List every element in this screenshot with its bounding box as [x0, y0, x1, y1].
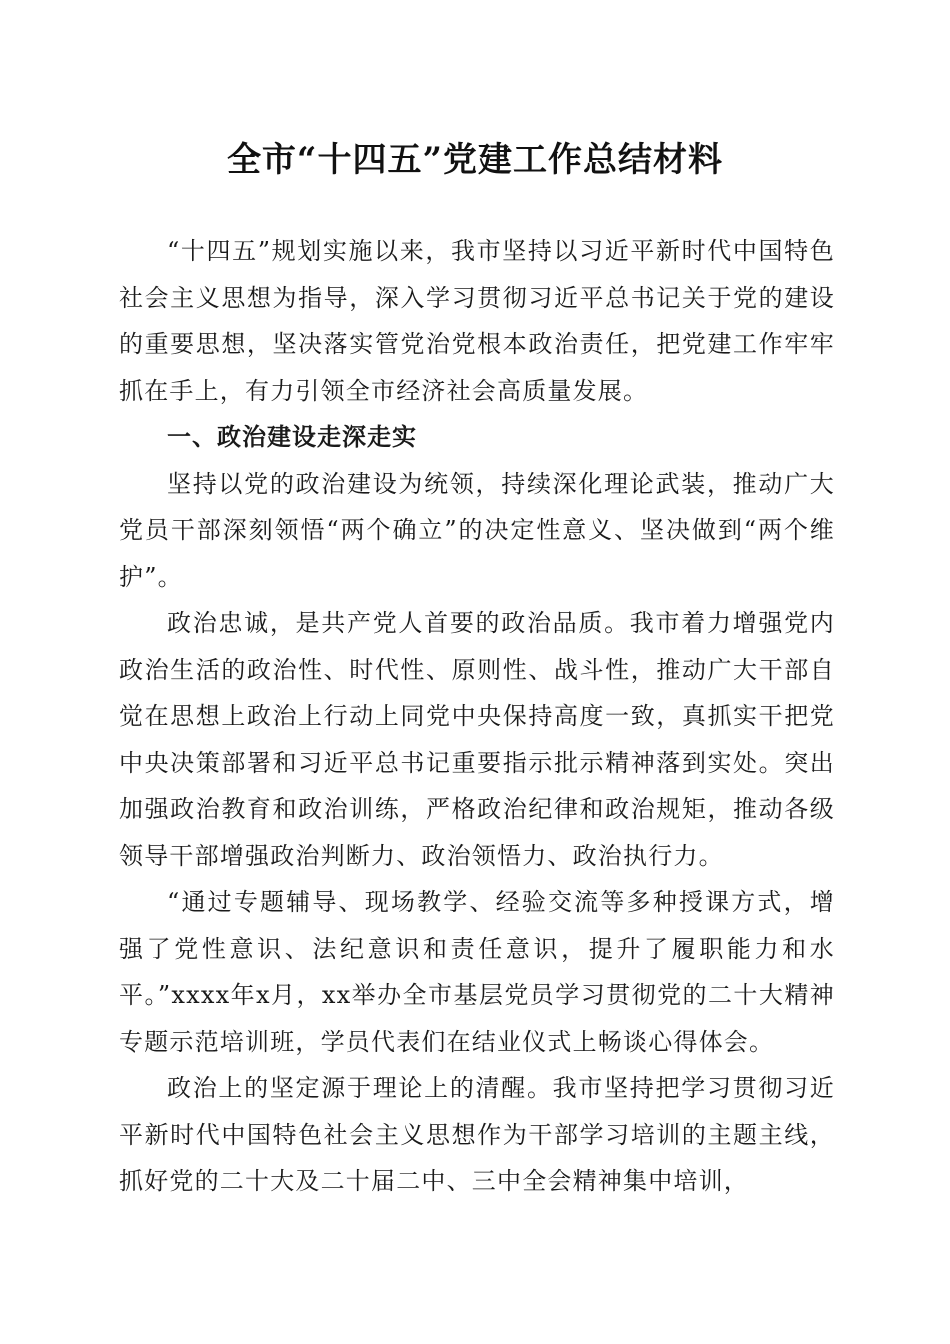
body-paragraph: 政治上的坚定源于理论上的清醒。我市坚持把学习贯彻习近平新时代中国特色社会主义思想作为干部学习培训的主题主线，抓好党的二十大及二十届二中、三中全会精神集中培训，	[119, 1074, 835, 1195]
document-title: 全市“十四五”党建工作总结材料	[226, 140, 724, 180]
document-body	[119, 228, 835, 1205]
body-paragraph: 坚持以党的政治建设为统领，持续深化理论武装，推动广大党员干部深刻领悟“两个确立”的决定性意义、坚决做到“两个维护”。	[119, 469, 835, 591]
body-paragraph: “通过专题辅导、现场教学、经验交流等多种授课方式，增强了党性意识、法纪意识和责任意识，提升了履职能力和水平。”xxxx年x月，xx举办全市基层党员学习贯彻党的二十大精神专题示范培训班，学员代表们在结业仪式上畅谈心得体会。	[119, 888, 835, 1056]
body-paragraph: 政治忠诚，是共产党人首要的政治品质。我市着力增强党内政治生活的政治性、时代性、原则性、战斗性，推动广大干部自觉在思想上政治上行动上同党中央保持高度一致，真抓实干把党中央决策部署和习近平总书记重要指示批示精神落到实处。突出加强政治教育和政治训练，严格政治纪律和政治规矩，推动各级领导干部增强政治判断力、政治领悟力、政治执行力。	[119, 609, 835, 870]
intro-paragraph: “十四五”规划实施以来，我市坚持以习近平新时代中国特色社会主义思想为指导，深入学习贯彻习近平总书记关于党的建设的重要思想，坚决落实管党治党根本政治责任，把党建工作牢牢抓在手上，有力引领全市经济社会高质量发展。	[119, 237, 835, 405]
section-heading: 一、政治建设走深走实	[167, 423, 417, 451]
